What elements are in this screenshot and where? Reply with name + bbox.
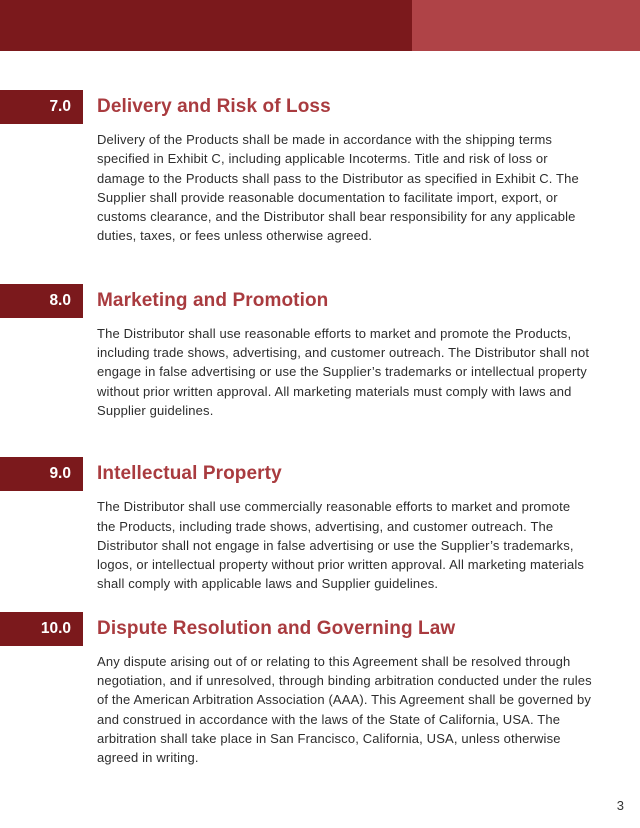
section-title: Marketing and Promotion [97, 289, 329, 311]
section-header [0, 612, 640, 646]
section-header [0, 457, 640, 491]
section-paragraph: Delivery of the Products shall be made in accordance with the shipping terms specified in Exhibit C, including applicable Incoterms. Title and risk of loss or damage to the Products shall pass to the Distributor as specified in Exhibit C. The Supplier shall provide reasonable documentation to facilitate import, export, or customs clearance, and the Distributor shall bear responsibility for any applicable duties, taxes, or fees unless otherwise agreed. [97, 132, 579, 244]
page-number: 3 [616, 798, 624, 813]
banner-dark-block [0, 0, 412, 51]
section-title: Delivery and Risk of Loss [97, 96, 331, 117]
top-banner [0, 0, 640, 51]
section-marketing-and-promotion [0, 284, 640, 420]
section-title: Dispute Resolution and Governing Law [97, 617, 456, 639]
section-header [0, 90, 640, 124]
section-number-badge: 8.0 [0, 284, 83, 318]
section-dispute-resolution-and-governing-law [0, 612, 640, 768]
section-delivery-and-risk-of-loss [0, 90, 640, 246]
section-header [0, 284, 640, 318]
section-number-badge: 10.0 [0, 612, 83, 646]
section-number-badge: 7.0 [0, 90, 83, 124]
section-paragraph: The Distributor shall use commercially reasonable efforts to market and promote the Products, including trade shows, advertising, and customer outreach. The Distributor shall not engage in false advertising or use the Supplier’s trademarks, logos, or intellectual property without prior written approval. All marketing materials shall comply with applicable laws and Supplier guidelines. [97, 499, 585, 592]
section-paragraph: Any dispute arising out of or relating to this Agreement shall be resolved through negotiation, and if unresolved, through binding arbitration conducted under the rules of the American Arbitration Association (AAA). This Agreement shall be governed by and construed in accordance with the laws of the State of California, USA. The arbitration shall take place in San Francisco, California, USA, unless otherwise agreed in writing. [97, 653, 592, 766]
section-title: Intellectual Property [97, 463, 282, 485]
banner-light-block [412, 0, 640, 51]
document-content [0, 90, 640, 768]
section-paragraph: The Distributor shall use reasonable efforts to market and promote the Products, including trade shows, advertising, and customer outreach. The Distributor shall not engage in false advertising or use the Supplier’s trademarks or intellectual property without prior written approval. All marketing materials must comply with laws and Supplier guidelines. [97, 325, 590, 418]
section-intellectual-property [0, 457, 640, 593]
section-number-badge: 9.0 [0, 457, 83, 491]
